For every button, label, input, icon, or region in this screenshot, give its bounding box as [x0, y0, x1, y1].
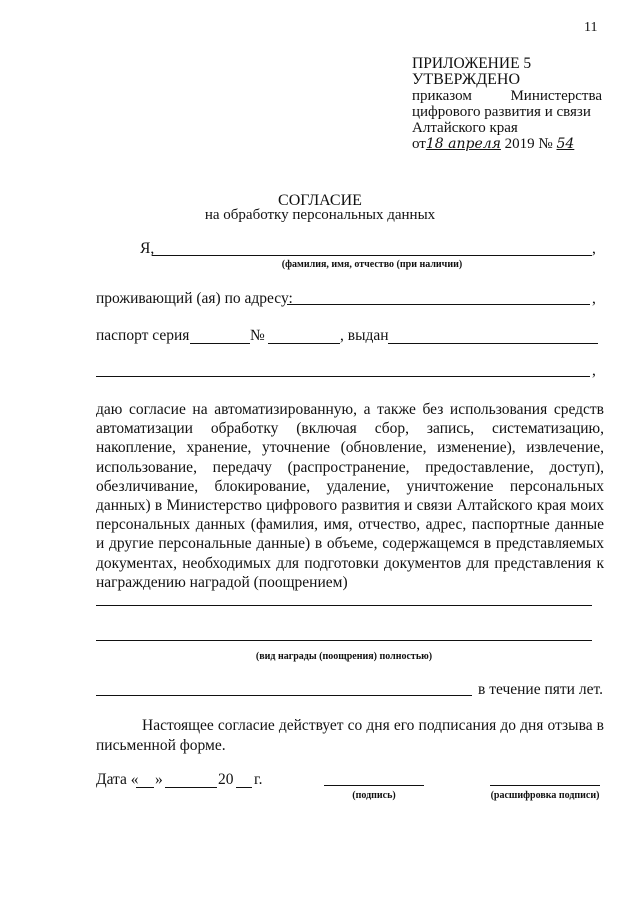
- consent-body: даю согласие на автоматизированную, а также без использования средств автоматизации обработку (включая сбор, запись, систематизацию, накопление, хранение, уточнение (обновление, изменение), извлечение, использование, передачу (распространение, предоставление, доступ), обезличивание, блокирование, удаление, уничтожение персональных данных) в Министерство цифрового развития и связи Алтайского края моих персональных данных (фамилия, имя, отчество, адрес, паспортные данные и другие персональные данные) в объеме, содержащемся в представляемых документах, необходимых для подготовки документов для представления к награждению наградой (поощрением): [96, 401, 604, 591]
- address-label: проживающий (ая) по адресу:: [96, 290, 293, 307]
- appendix-line3: цифрового развития и связи: [412, 104, 591, 120]
- appendix-order-line: [412, 88, 602, 104]
- issued-by-continuation-line[interactable]: [96, 376, 590, 377]
- issued-label: , выдан: [340, 327, 389, 344]
- i-label: Я,: [140, 240, 155, 257]
- date-year-prefix: 20: [218, 771, 234, 788]
- date-day-line[interactable]: [136, 787, 154, 788]
- appendix-line4: Алтайского края: [412, 120, 518, 136]
- award-line-1[interactable]: [96, 605, 592, 606]
- validity-paragraph: Настоящее согласие действует со дня его подписания до дня отзыва в письменной форме.: [96, 717, 604, 754]
- term-line[interactable]: [96, 695, 472, 696]
- passport-series-label: паспорт серия: [96, 327, 190, 344]
- date-prefix: от: [412, 136, 426, 152]
- date-suffix: г.: [254, 771, 263, 788]
- approved-label: УТВЕРЖДЕНО: [412, 71, 521, 88]
- number-sign: №: [538, 136, 553, 152]
- date-year-line[interactable]: [236, 787, 252, 788]
- signature-line[interactable]: [324, 785, 424, 786]
- name-comma: ,: [592, 240, 596, 257]
- appendix-block: [412, 56, 602, 152]
- passport-number-label: №: [250, 327, 265, 344]
- passport-number-line[interactable]: [268, 343, 340, 344]
- date-mid: »: [155, 771, 163, 788]
- appendix-date-line: [412, 136, 602, 152]
- handwritten-date: 18 апреля: [425, 136, 501, 152]
- appendix-label: ПРИЛОЖЕНИЕ 5: [412, 55, 532, 72]
- date-label: Дата «: [96, 771, 139, 788]
- order-word: приказом: [412, 88, 472, 104]
- address-comma: ,: [592, 290, 596, 307]
- document-subtitle: на обработку персональных данных: [204, 207, 436, 223]
- document-title: СОГЛАСИЕ: [278, 192, 362, 209]
- address-line[interactable]: [287, 304, 590, 305]
- award-line-2[interactable]: [96, 640, 592, 641]
- full-name-line[interactable]: [152, 255, 592, 256]
- name-hint: (фамилия, имя, отчество (при наличии): [281, 259, 463, 270]
- award-hint: (вид награды (поощрения) полностью): [255, 651, 433, 662]
- handwritten-number: 54: [556, 136, 575, 152]
- signature-hint: (подпись): [352, 790, 396, 801]
- order-year: 2019: [504, 136, 535, 152]
- signature-decoding-hint: (расшифровка подписи): [490, 790, 600, 801]
- ministry-word: Министерства: [510, 88, 602, 104]
- issued-by-line[interactable]: [388, 343, 598, 344]
- date-month-line[interactable]: [165, 787, 217, 788]
- passport-series-line[interactable]: [190, 343, 250, 344]
- term-text: в течение пяти лет.: [478, 681, 603, 698]
- page-number: 11: [584, 20, 598, 35]
- signature-decoding-line[interactable]: [490, 785, 600, 786]
- continuation-comma: ,: [592, 362, 596, 379]
